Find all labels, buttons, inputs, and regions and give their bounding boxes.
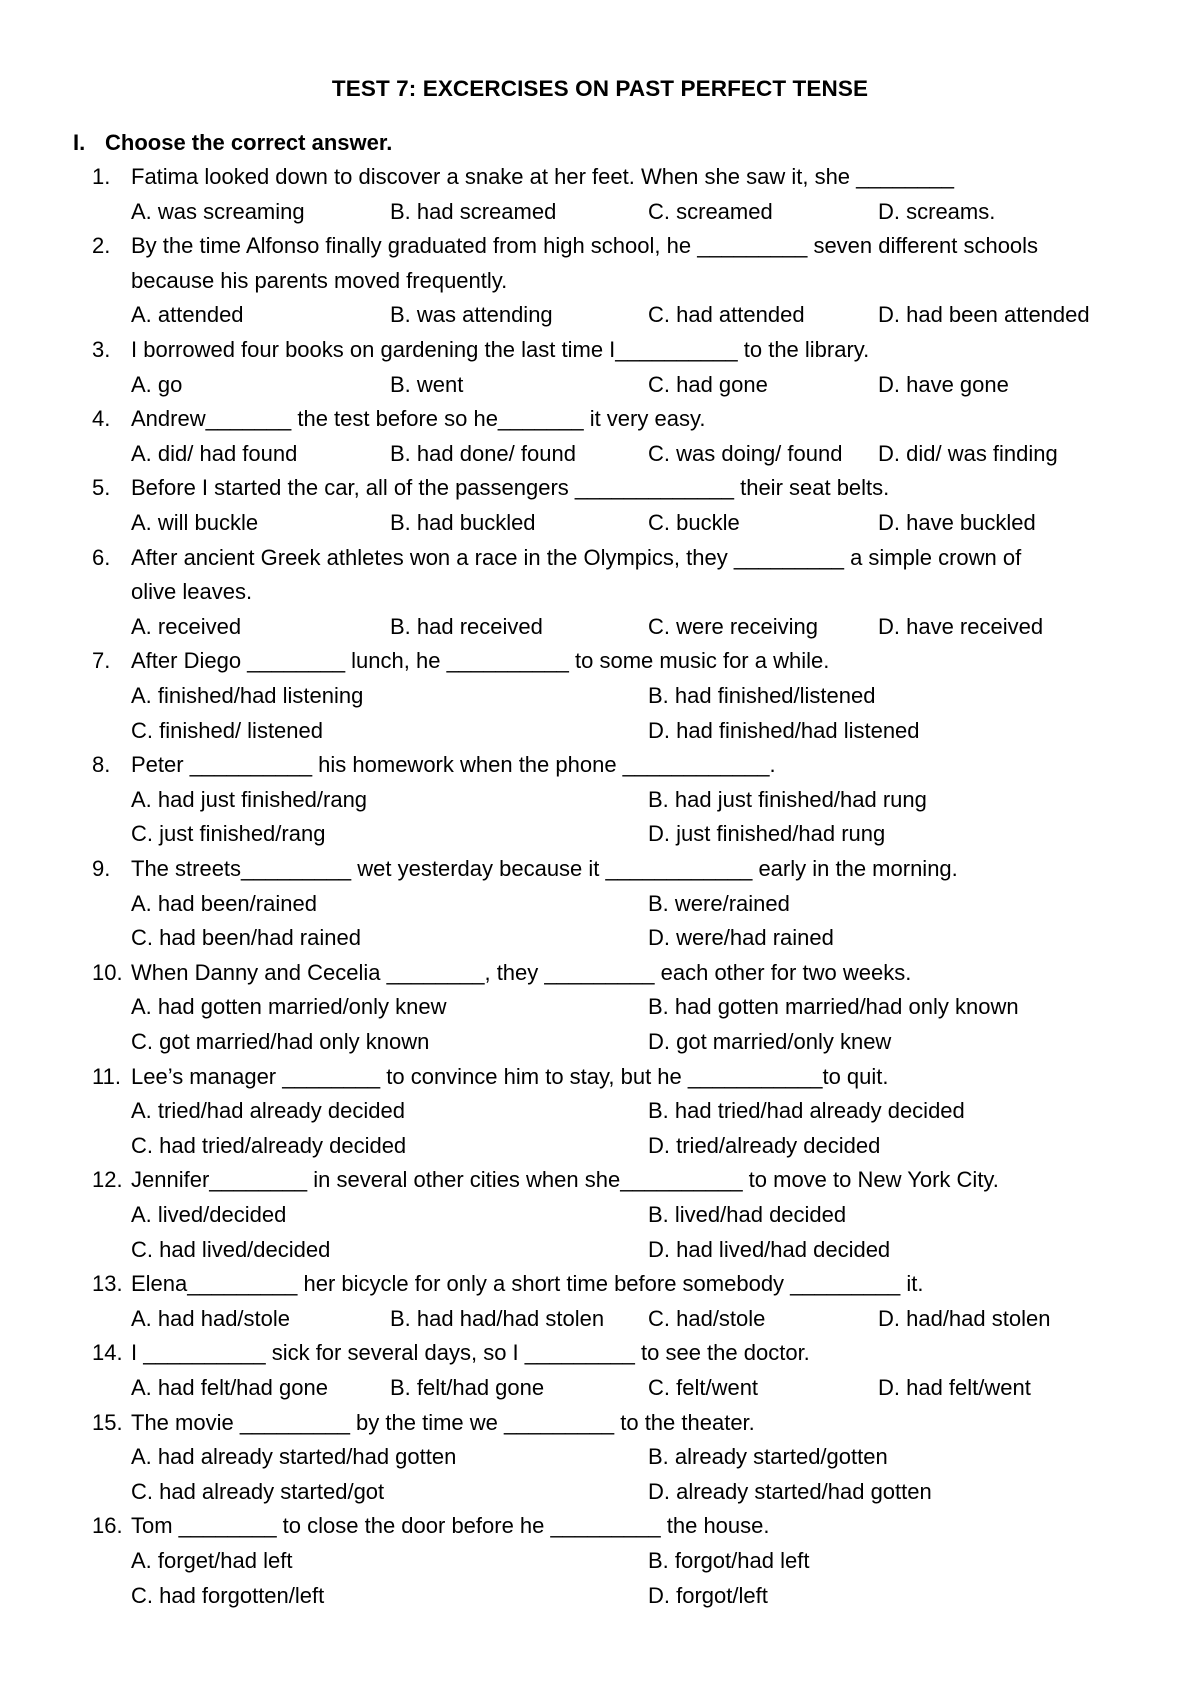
options-row xyxy=(0,301,1200,329)
question-text: Andrew_______ the test before so he_______ it very easy. xyxy=(131,406,706,432)
answer-option[interactable]: B. had screamed xyxy=(390,198,557,224)
answer-option[interactable]: C. had been/had rained xyxy=(131,925,361,951)
answer-option[interactable]: B. forgot/had left xyxy=(648,1548,810,1573)
answer-option[interactable]: C. felt/went xyxy=(648,1375,759,1400)
answer-option[interactable]: B. already started/gotten xyxy=(648,1444,888,1470)
question-number: 12. xyxy=(92,1167,123,1193)
question-number: 11. xyxy=(92,1063,121,1089)
question-line xyxy=(0,405,1200,433)
question-text: olive leaves. xyxy=(131,579,253,605)
options-row xyxy=(0,1097,1200,1125)
question-text: because his parents moved frequently. xyxy=(131,267,508,293)
question-line xyxy=(0,336,1200,364)
answer-option[interactable]: C. finished/ listened xyxy=(131,717,323,743)
question-number: 1. xyxy=(92,164,111,189)
answer-option[interactable]: A. had been/rained xyxy=(131,890,317,916)
options-row xyxy=(0,890,1200,918)
answer-option[interactable]: B. had just finished/had rung xyxy=(648,786,927,812)
question-line xyxy=(0,578,1200,606)
options-row xyxy=(0,924,1200,952)
section-number: I. xyxy=(73,130,86,155)
options-row xyxy=(0,1201,1200,1229)
question-line xyxy=(0,1409,1200,1437)
options-row xyxy=(0,820,1200,848)
options-row xyxy=(0,1582,1200,1610)
question-text: Jennifer________ in several other cities when she__________ to move to New York City. xyxy=(131,1167,999,1193)
options-row xyxy=(0,440,1200,468)
options-row xyxy=(0,682,1200,710)
question-number: 3. xyxy=(92,337,111,362)
answer-option[interactable]: C. buckle xyxy=(648,510,740,535)
options-row xyxy=(0,1374,1200,1402)
answer-option[interactable]: C. had forgotten/left xyxy=(131,1582,325,1608)
question-text: After Diego ________ lunch, he __________ to some music for a while. xyxy=(131,648,830,674)
answer-option[interactable]: B. had had/had stolen xyxy=(390,1305,605,1331)
answer-option[interactable]: D. have received xyxy=(878,613,1044,639)
question-line xyxy=(0,544,1200,572)
answer-option[interactable]: A. go xyxy=(131,371,183,397)
answer-option[interactable]: B. lived/had decided xyxy=(648,1202,847,1227)
question-number: 9. xyxy=(92,856,111,881)
answer-option[interactable]: D. did/ was finding xyxy=(878,440,1058,466)
question-number: 6. xyxy=(92,544,111,570)
question-text: Fatima looked down to discover a snake at her feet. When she saw it, she ________ xyxy=(131,164,955,189)
answer-option[interactable]: C. had gone xyxy=(648,371,768,397)
answer-option[interactable]: B. had received xyxy=(390,613,543,639)
answer-option[interactable]: C. had/stole xyxy=(648,1305,766,1331)
question-line xyxy=(0,647,1200,675)
options-row xyxy=(0,1236,1200,1264)
question-line xyxy=(0,855,1200,883)
question-number: 8. xyxy=(92,752,111,778)
answer-option[interactable]: D. forgot/left xyxy=(648,1582,768,1608)
question-line xyxy=(0,1166,1200,1194)
question-line xyxy=(0,959,1200,987)
answer-option[interactable]: B. had tried/had already decided xyxy=(648,1098,965,1124)
question-text: Tom ________ to close the door before he _________ the house. xyxy=(131,1513,770,1539)
answer-option[interactable]: D. already started/had gotten xyxy=(648,1478,932,1504)
answer-option[interactable]: A. received xyxy=(131,613,242,639)
answer-option[interactable]: D. had/had stolen xyxy=(878,1305,1051,1331)
question-text: The movie _________ by the time we _________ to the theater. xyxy=(131,1409,755,1435)
answer-option[interactable]: B. had done/ found xyxy=(390,440,576,466)
question-number: 4. xyxy=(92,406,111,432)
options-row xyxy=(0,1305,1200,1333)
question-line xyxy=(0,474,1200,502)
answer-option[interactable]: B. had buckled xyxy=(390,510,536,535)
answer-option[interactable]: D. had been attended xyxy=(878,302,1090,328)
answer-option[interactable]: A. had just finished/rang xyxy=(131,786,368,812)
options-row xyxy=(0,1132,1200,1160)
question-line xyxy=(0,232,1200,260)
question-text: I borrowed four books on gardening the last time I__________ to the library. xyxy=(131,337,870,362)
answer-option[interactable]: A. was screaming xyxy=(131,198,305,224)
answer-option[interactable]: C. was doing/ found xyxy=(648,440,843,466)
answer-option[interactable]: D. had finished/had listened xyxy=(648,717,920,743)
answer-option[interactable]: A. will buckle xyxy=(131,510,259,535)
options-row xyxy=(0,1547,1200,1575)
question-text: By the time Alfonso finally graduated from high school, he _________ seven different schools xyxy=(131,233,1039,259)
section-heading xyxy=(73,130,392,156)
answer-option[interactable]: B. was attending xyxy=(390,302,553,328)
question-line xyxy=(0,1512,1200,1540)
options-row xyxy=(0,1443,1200,1471)
options-row xyxy=(0,993,1200,1021)
answer-option[interactable]: D. tried/already decided xyxy=(648,1132,881,1158)
answer-option[interactable]: C. had attended xyxy=(648,302,805,328)
question-number: 15. xyxy=(92,1409,123,1435)
answer-option[interactable]: A. had already started/had gotten xyxy=(131,1444,457,1470)
answer-option[interactable]: B. felt/had gone xyxy=(390,1375,545,1400)
options-row xyxy=(0,786,1200,814)
question-text: I __________ sick for several days, so I _________ to see the doctor. xyxy=(131,1340,810,1366)
answer-option[interactable]: A. tried/had already decided xyxy=(131,1098,405,1124)
answer-option[interactable]: C. had lived/decided xyxy=(131,1236,331,1262)
answer-option[interactable]: C. got married/had only known xyxy=(131,1029,430,1054)
answer-option[interactable]: A. did/ had found xyxy=(131,440,298,466)
answer-option[interactable]: D. screams. xyxy=(878,198,996,224)
question-text: Peter __________ his homework when the phone ____________. xyxy=(131,752,776,778)
answer-option[interactable]: D. have buckled xyxy=(878,510,1036,535)
page-title: TEST 7: EXCERCISES ON PAST PERFECT TENSE xyxy=(331,76,869,101)
answer-option[interactable]: B. had gotten married/had only known xyxy=(648,994,1019,1020)
answer-option[interactable]: A. had had/stole xyxy=(131,1305,291,1331)
answer-option[interactable]: A. had gotten married/only knew xyxy=(131,994,447,1020)
question-line xyxy=(0,267,1200,295)
answer-option[interactable]: D. got married/only knew xyxy=(648,1029,892,1054)
options-row xyxy=(0,198,1200,226)
question-number: 5. xyxy=(92,475,111,501)
answer-option[interactable]: B. went xyxy=(390,371,464,397)
answer-option[interactable]: D. had lived/had decided xyxy=(648,1236,891,1262)
answer-option[interactable]: C. had tried/already decided xyxy=(131,1132,407,1158)
question-line xyxy=(0,1270,1200,1298)
options-row xyxy=(0,717,1200,745)
answer-option[interactable]: C. were receiving xyxy=(648,613,818,639)
question-number: 16. xyxy=(92,1513,123,1539)
question-text: The streets_________ wet yesterday because it ____________ early in the morning. xyxy=(131,856,958,881)
question-line xyxy=(0,1339,1200,1367)
question-number: 7. xyxy=(92,648,111,674)
options-row xyxy=(0,371,1200,399)
question-line xyxy=(0,1063,1200,1091)
options-row xyxy=(0,509,1200,537)
question-text: After ancient Greek athletes won a race in the Olympics, they _________ a simple crown of xyxy=(131,544,1022,570)
question-number: 10. xyxy=(92,959,123,985)
question-line xyxy=(0,751,1200,779)
answer-option[interactable]: A. attended xyxy=(131,302,244,328)
answer-option[interactable]: C. just finished/rang xyxy=(131,821,326,847)
question-text: When Danny and Cecelia ________, they _________ each other for two weeks. xyxy=(131,959,912,985)
answer-option[interactable]: A. finished/had listening xyxy=(131,683,364,708)
options-row xyxy=(0,613,1200,641)
answer-option[interactable]: C. had already started/got xyxy=(131,1478,385,1504)
answer-option[interactable]: D. were/had rained xyxy=(648,925,834,951)
section-instruction: Choose the correct answer. xyxy=(105,130,393,155)
question-number: 14. xyxy=(92,1340,123,1366)
options-row xyxy=(0,1028,1200,1056)
answer-option[interactable]: B. were/rained xyxy=(648,890,790,916)
answer-option[interactable]: A. had felt/had gone xyxy=(131,1375,328,1400)
question-text: Before I started the car, all of the passengers _____________ their seat belts. xyxy=(131,475,890,501)
answer-option[interactable]: A. lived/decided xyxy=(131,1202,287,1227)
options-row xyxy=(0,1478,1200,1506)
question-line xyxy=(0,163,1200,191)
answer-option[interactable]: D. have gone xyxy=(878,371,1009,397)
answer-option[interactable]: C. screamed xyxy=(648,198,773,224)
answer-option[interactable]: B. had finished/listened xyxy=(648,683,876,708)
question-text: Elena_________ her bicycle for only a short time before somebody _________ it. xyxy=(131,1271,924,1297)
answer-option[interactable]: A. forget/had left xyxy=(131,1548,293,1573)
answer-option[interactable]: D. just finished/had rung xyxy=(648,821,886,847)
question-number: 2. xyxy=(92,233,111,259)
answer-option[interactable]: D. had felt/went xyxy=(878,1375,1031,1400)
question-text: Lee’s manager ________ to convince him to stay, but he ___________to quit. xyxy=(131,1063,889,1089)
question-number: 13. xyxy=(92,1271,123,1297)
